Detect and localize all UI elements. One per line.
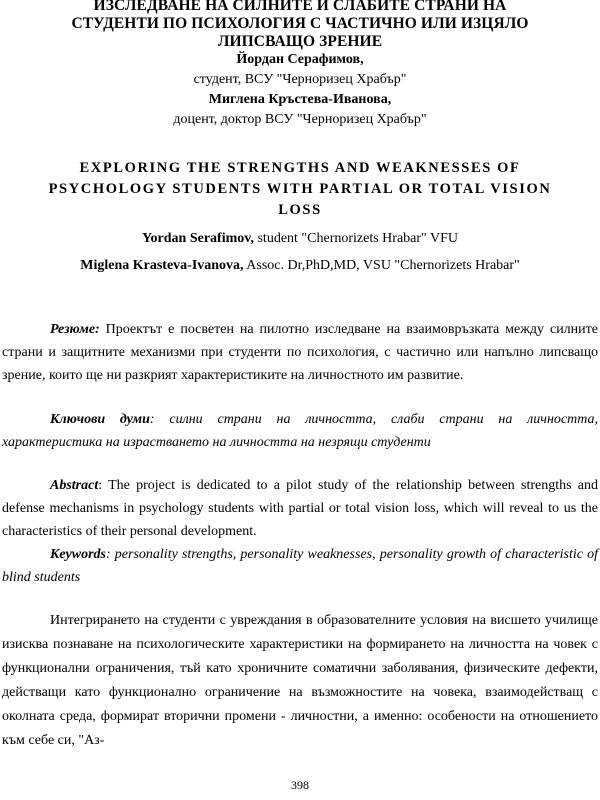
english-keywords-label: Keywords (50, 547, 106, 562)
english-author-1-affiliation: student "Chernorizets Hrabar" VFU (253, 231, 459, 246)
bulgarian-abstract-text: Проектът е посветен на пилотно изследване на взаимовръзката между силните страни и защитните механизми при студенти по психология, с частично или напълно липсващо зрение, които ще ни разкрият характеристиките на личностното им развитие. (2, 322, 598, 383)
english-abstract (2, 474, 598, 543)
english-keywords (2, 543, 598, 589)
english-title-line-1: EXPLORING THE STRENGTHS AND WEAKNESSES OF (79, 160, 521, 176)
bulgarian-author-2-affiliation: доцент, доктор ВСУ "Черноризец Храбър" (173, 112, 427, 127)
english-author-2 (0, 257, 600, 275)
english-author-2-affiliation: Assoc. Dr,PhD,MD, VSU "Chernorizets Hrabar" (243, 258, 520, 273)
bulgarian-abstract (2, 318, 598, 387)
english-author-1-name: Yordan Serafimov, (141, 231, 254, 246)
english-author-2-name: Miglena Krasteva-Ivanova, (80, 258, 244, 273)
bulgarian-author-2-name: Миглена Кръстева-Иванова, (208, 92, 392, 107)
body-paragraph: Интегрирането на студенти с увреждания в образователните условия на висшето училище изисква познаване на психологическите характеристики на формирането на личността на човек с функционални ограничения, тъй като хроничните соматични заболявания, физическите дефекти, действащи като функционално ограничение на възможностите на човека, взаимодействащ с околната среда, формират вторични промени - личностни, а именно: особености на отношението към себе си, "Аз- (2, 613, 598, 748)
english-title-line-3: LOSS (278, 202, 322, 218)
english-abstract-text: : The project is dedicated to a pilot study of the relationship between strengths and defense mechanisms in psychology students with partial or total vision loss, which will reveal to us the characteristics of their personal development. (2, 478, 598, 539)
bulgarian-title-line-2: СТУДЕНТИ ПО ПСИХОЛОГИЯ С ЧАСТИЧНО ИЛИ ИЗЦЯЛО (71, 15, 529, 32)
bulgarian-abstract-label: Резюме: (50, 322, 100, 337)
bulgarian-keywords (2, 408, 598, 454)
bulgarian-title-line-3: ЛИПСВАЩО ЗРЕНИЕ (217, 33, 383, 50)
page-number: 398 (291, 778, 309, 792)
bulgarian-title (0, 0, 600, 51)
bulgarian-author-1-name: Йордан Серафимов, (236, 52, 364, 67)
bulgarian-title-line-1: ИЗСЛЕДВАНЕ НА СИЛНИТЕ И СЛАБИТЕ СТРАНИ НА (93, 0, 507, 14)
bulgarian-keywords-text: : силни страни на личността, слаби страни на личността, характеристика на израстването на личността на незрящи студенти (2, 412, 598, 450)
english-title (0, 158, 600, 221)
bulgarian-author-1-affiliation: студент, ВСУ "Черноризец Храбър" (193, 72, 407, 87)
english-author-1 (0, 230, 600, 248)
english-title-line-2: PSYCHOLOGY STUDENTS WITH PARTIAL OR TOTAL VISION (48, 181, 552, 197)
bulgarian-keywords-label: Ключови думи (50, 412, 150, 427)
english-abstract-label: Abstract (50, 478, 99, 493)
english-keywords-text: : personality strengths, personality weaknesses, personality growth of characteristic of blind students (2, 547, 598, 585)
bulgarian-authors (0, 50, 600, 130)
